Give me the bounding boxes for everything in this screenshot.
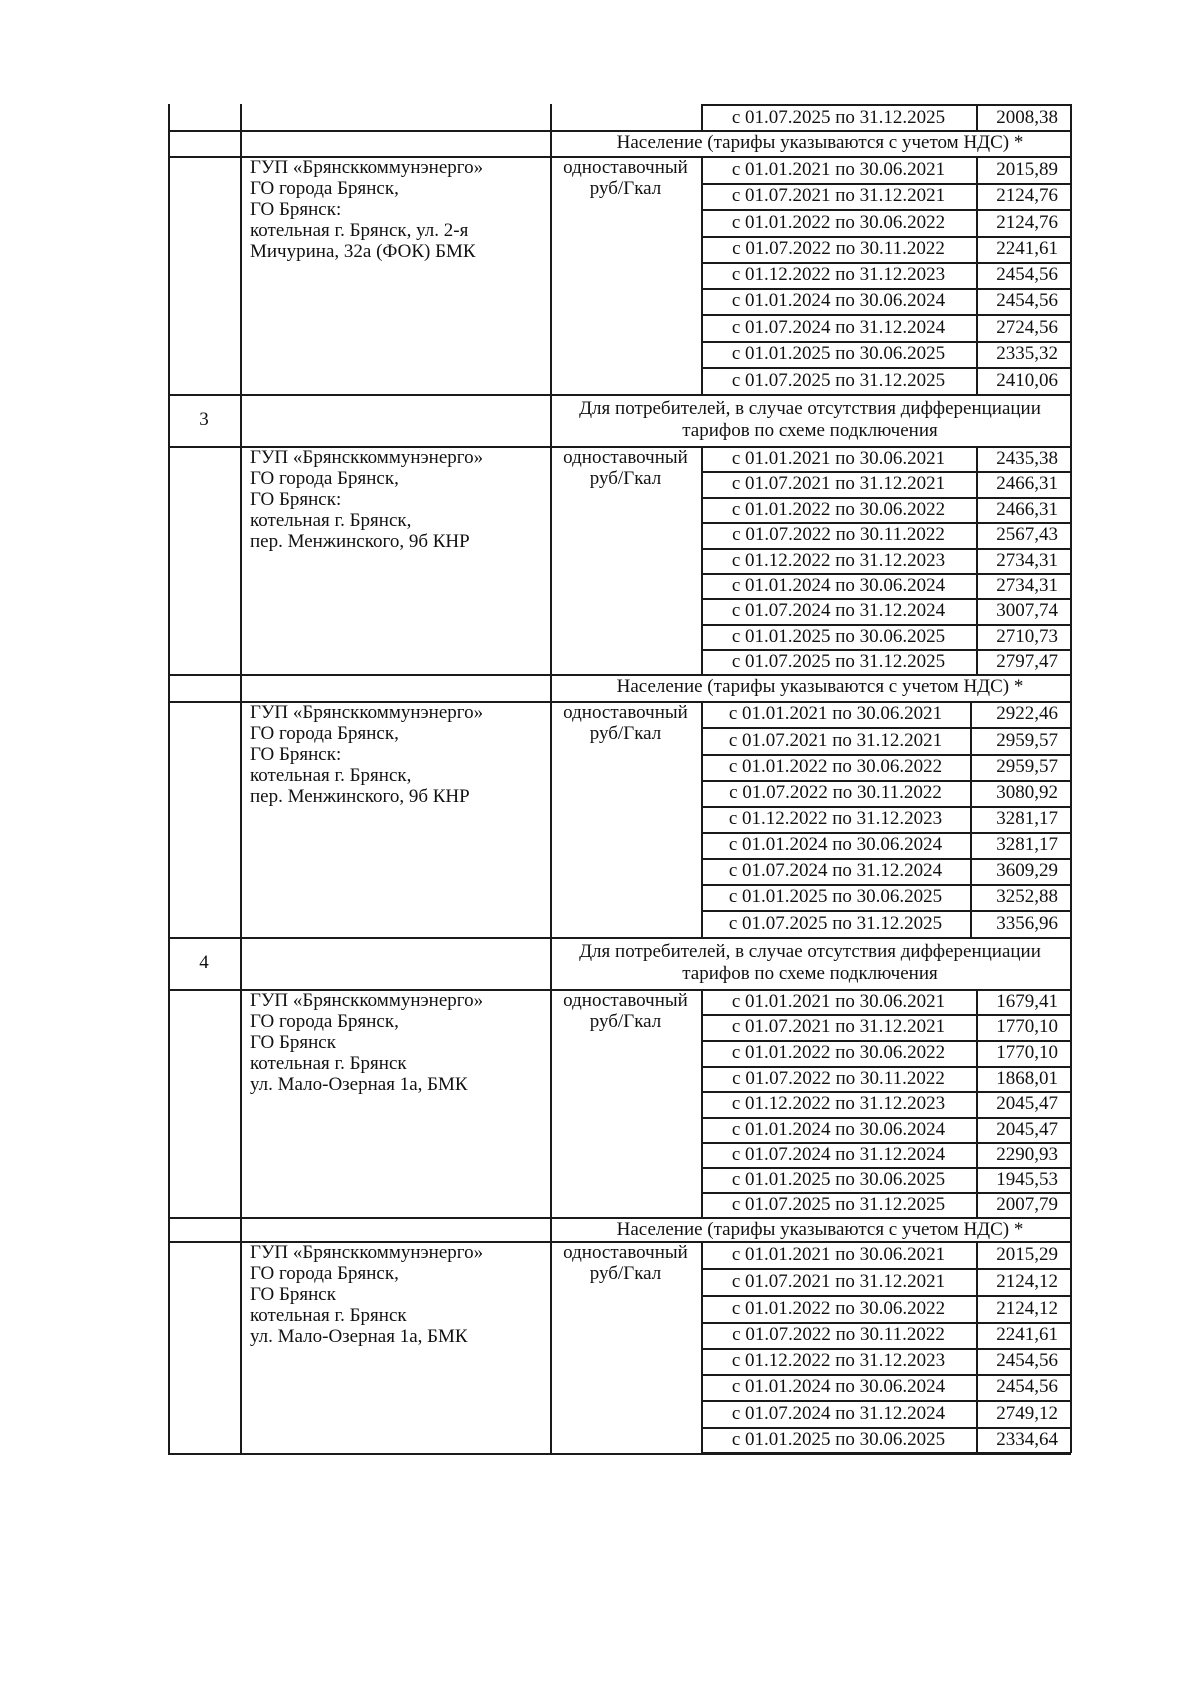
organization-name: ГО Брянск: (250, 744, 342, 765)
organization-name: пер. Менжинского, 9б КНР (250, 786, 470, 807)
tariff-period: с 01.07.2025 по 31.12.2025 (728, 912, 943, 934)
tariff-period: с 01.07.2024 по 31.12.2024 (731, 1402, 946, 1424)
section-number: 3 (199, 409, 209, 430)
tariff-period: с 01.01.2022 по 30.06.2022 (728, 756, 943, 777)
tariff-period: с 01.12.2022 по 31.12.2023 (731, 264, 946, 285)
tariff-value: 2454,56 (996, 1350, 1058, 1371)
tariff-value: 2734,31 (996, 574, 1058, 596)
organization-name: ГО Брянск (250, 1032, 336, 1053)
tariff-period: с 01.01.2024 по 30.06.2024 (731, 1118, 946, 1140)
tariff-period: с 01.01.2022 по 30.06.2022 (731, 1042, 946, 1063)
organization-name: ГУП «Брянсккоммунэнерго» (250, 990, 484, 1011)
section-header: Население (тарифы указываются с учетом НДС) * (616, 676, 1024, 697)
section-header: Для потребителей, в случае отсутствия дифференциации (579, 398, 1041, 419)
row-divider (168, 937, 1071, 939)
tariff-value: 2466,31 (996, 473, 1058, 494)
column-divider (168, 104, 170, 1453)
tariff-value: 2124,76 (996, 211, 1058, 233)
tariff-type: руб/Гкал (589, 1263, 662, 1284)
row-divider (701, 1400, 1071, 1402)
tariff-period: с 01.01.2024 по 30.06.2024 (731, 290, 946, 311)
tariff-value: 2710,73 (996, 625, 1058, 647)
tariff-value: 2241,61 (996, 238, 1058, 259)
organization-name: котельная г. Брянск (250, 1053, 407, 1074)
tariff-value: 2045,47 (996, 1118, 1058, 1140)
tariff-type: одноставочный (563, 990, 688, 1011)
organization-name: ГО Брянск: (250, 489, 342, 510)
tariff-period: с 01.07.2021 по 31.12.2021 (728, 729, 943, 751)
tariff-period: с 01.01.2025 по 30.06.2025 (731, 625, 946, 647)
tariff-period: с 01.01.2025 по 30.06.2025 (731, 343, 946, 364)
tariff-value: 2959,57 (996, 729, 1058, 751)
organization-name: котельная г. Брянск, ул. 2-я (250, 220, 469, 241)
tariff-period: с 01.01.2021 по 30.06.2021 (731, 1243, 946, 1265)
tariff-period: с 01.07.2022 по 30.11.2022 (732, 238, 945, 259)
tariff-period: с 01.07.2022 по 30.11.2022 (732, 524, 945, 545)
tariff-period: с 01.12.2022 по 31.12.2023 (731, 1093, 946, 1114)
tariff-period: с 01.01.2024 по 30.06.2024 (731, 574, 946, 596)
tariff-period: с 01.07.2022 по 30.11.2022 (732, 1324, 945, 1345)
tariff-period: с 01.12.2022 по 31.12.2023 (728, 808, 943, 829)
tariff-value: 2454,56 (996, 1376, 1058, 1397)
tariff-value: 2724,56 (996, 316, 1058, 338)
tariff-value: 2335,32 (996, 343, 1058, 364)
tariff-value: 2334,64 (996, 1428, 1058, 1450)
tariff-type: одноставочный (563, 702, 688, 723)
row-divider (701, 209, 1071, 211)
tariff-period: с 01.07.2022 по 30.11.2022 (729, 782, 942, 803)
organization-name: ГУП «Брянсккоммунэнерго» (250, 447, 484, 468)
tariff-period: с 01.01.2025 по 30.06.2025 (728, 886, 943, 907)
tariff-value: 2015,29 (996, 1243, 1058, 1265)
column-divider (701, 104, 703, 130)
section-header: Для потребителей, в случае отсутствия дифференциации (579, 941, 1041, 962)
column-divider (976, 104, 978, 130)
tariff-value: 2749,12 (996, 1402, 1058, 1424)
tariff-value: 2959,57 (996, 756, 1058, 777)
tariff-value: 2410,06 (996, 369, 1058, 391)
row-divider (168, 1453, 1071, 1455)
tariff-type: руб/Гкал (589, 178, 662, 199)
tariff-period: с 01.07.2021 по 31.12.2021 (731, 1270, 946, 1292)
organization-name: ул. Мало-Озерная 1а, БМК (250, 1326, 468, 1347)
organization-name: ГО Брянск (250, 1284, 336, 1305)
tariff-period: с 01.01.2021 по 30.06.2021 (731, 158, 946, 180)
tariff-period: с 01.07.2024 по 31.12.2024 (728, 860, 943, 881)
tariff-type: руб/Гкал (589, 468, 662, 489)
tariff-value: 2454,56 (996, 290, 1058, 311)
tariff-period: с 01.01.2021 по 30.06.2021 (728, 703, 943, 724)
organization-name: ул. Мало-Озерная 1а, БМК (250, 1074, 468, 1095)
tariff-value: 2008,38 (996, 107, 1058, 128)
tariff-value: 2241,61 (996, 1324, 1058, 1345)
tariff-type: одноставочный (563, 447, 688, 468)
tariff-type: руб/Гкал (589, 723, 662, 744)
tariff-type: одноставочный (563, 157, 688, 178)
tariff-period: с 01.07.2025 по 31.12.2025 (731, 650, 946, 672)
row-divider (701, 314, 1071, 316)
tariff-value: 2466,31 (996, 498, 1058, 520)
tariff-value: 3356,96 (996, 912, 1058, 934)
section-header: Население (тарифы указываются с учетом НДС) * (616, 132, 1024, 153)
organization-name: пер. Менжинского, 9б КНР (250, 531, 470, 552)
tariff-value: 1945,53 (996, 1168, 1058, 1190)
organization-name: ГО Брянск: (250, 199, 342, 220)
tariff-period: с 01.01.2025 по 30.06.2025 (731, 1168, 946, 1190)
tariff-period: с 01.01.2022 по 30.06.2022 (731, 498, 946, 520)
section-number: 4 (199, 952, 209, 973)
organization-name: котельная г. Брянск, (250, 510, 412, 531)
section-header: тарифов по схеме подключения (682, 963, 938, 984)
column-divider (1070, 104, 1072, 1453)
tariff-value: 1770,10 (996, 1016, 1058, 1037)
tariff-value: 3252,88 (996, 886, 1058, 907)
tariff-value: 2015,89 (996, 158, 1058, 180)
tariff-period: с 01.01.2024 по 30.06.2024 (731, 1376, 946, 1397)
organization-name: котельная г. Брянск (250, 1305, 407, 1326)
tariff-value: 2007,79 (996, 1193, 1058, 1215)
row-divider (168, 394, 1071, 396)
tariff-period: с 01.07.2021 по 31.12.2021 (731, 185, 946, 206)
row-divider (701, 910, 1071, 912)
row-divider (701, 727, 1071, 729)
organization-name: ГО города Брянск, (250, 1011, 399, 1032)
organization-name: ГО города Брянск, (250, 468, 399, 489)
tariff-value: 2922,46 (996, 703, 1058, 724)
organization-name: ГО города Брянск, (250, 178, 399, 199)
tariff-value: 2454,56 (996, 264, 1058, 285)
tariff-period: с 01.07.2025 по 31.12.2025 (731, 1193, 946, 1215)
row-divider (701, 367, 1071, 369)
tariff-type: одноставочный (563, 1242, 688, 1263)
tariff-period: с 01.01.2022 по 30.06.2022 (731, 211, 946, 233)
tariff-value: 3080,92 (996, 782, 1058, 803)
tariff-period: с 01.07.2025 по 31.12.2025 (731, 369, 946, 391)
tariff-value: 1679,41 (996, 990, 1058, 1012)
tariff-period: с 01.01.2025 по 30.06.2025 (731, 1428, 946, 1450)
tariff-value: 2797,47 (996, 650, 1058, 672)
row-divider (701, 1295, 1071, 1297)
tariff-value: 3281,17 (996, 808, 1058, 829)
tariff-value: 3609,29 (996, 860, 1058, 881)
tariff-value: 2124,12 (996, 1270, 1058, 1292)
tariff-value: 1868,01 (996, 1067, 1058, 1089)
tariff-value: 2290,93 (996, 1143, 1058, 1165)
tariff-period: с 01.07.2021 по 31.12.2021 (731, 473, 946, 494)
tariff-period: с 01.12.2022 по 31.12.2023 (731, 549, 946, 571)
organization-name: ГО города Брянск, (250, 1263, 399, 1284)
column-divider (240, 104, 242, 1453)
tariff-value: 2435,38 (996, 447, 1058, 469)
organization-name: ГУП «Брянсккоммунэнерго» (250, 702, 484, 723)
tariff-period: с 01.01.2021 по 30.06.2021 (731, 990, 946, 1012)
tariff-period: с 01.01.2024 по 30.06.2024 (728, 834, 943, 855)
tariff-type: руб/Гкал (589, 1011, 662, 1032)
organization-name: Мичурина, 32а (ФОК) БМК (250, 241, 476, 262)
tariff-period: с 01.07.2024 по 31.12.2024 (731, 600, 946, 621)
section-header: тарифов по схеме подключения (682, 420, 938, 441)
row-divider (701, 104, 1071, 106)
tariff-value: 2567,43 (996, 524, 1058, 545)
tariff-period: с 01.07.2022 по 30.11.2022 (732, 1067, 945, 1089)
tariff-period: с 01.07.2024 по 31.12.2024 (731, 1143, 946, 1165)
tariff-period: с 01.07.2025 по 31.12.2025 (731, 107, 946, 128)
organization-name: ГУП «Брянсккоммунэнерго» (250, 157, 484, 178)
tariff-value: 2124,12 (996, 1297, 1058, 1319)
organization-name: котельная г. Брянск, (250, 765, 412, 786)
organization-name: ГО города Брянск, (250, 723, 399, 744)
row-divider (701, 1268, 1071, 1270)
tariff-value: 2734,31 (996, 549, 1058, 571)
tariff-period: с 01.12.2022 по 31.12.2023 (731, 1350, 946, 1371)
tariff-value: 2124,76 (996, 185, 1058, 206)
organization-name: ГУП «Брянсккоммунэнерго» (250, 1242, 484, 1263)
tariff-period: с 01.01.2022 по 30.06.2022 (731, 1297, 946, 1319)
tariff-value: 2045,47 (996, 1093, 1058, 1114)
tariff-value: 1770,10 (996, 1042, 1058, 1063)
tariff-period: с 01.07.2021 по 31.12.2021 (731, 1016, 946, 1037)
tariff-value: 3007,74 (996, 600, 1058, 621)
section-header: Население (тарифы указываются с учетом НДС) * (616, 1219, 1024, 1240)
tariff-period: с 01.07.2024 по 31.12.2024 (731, 316, 946, 338)
tariff-value: 3281,17 (996, 834, 1058, 855)
tariff-period: с 01.01.2021 по 30.06.2021 (731, 447, 946, 469)
